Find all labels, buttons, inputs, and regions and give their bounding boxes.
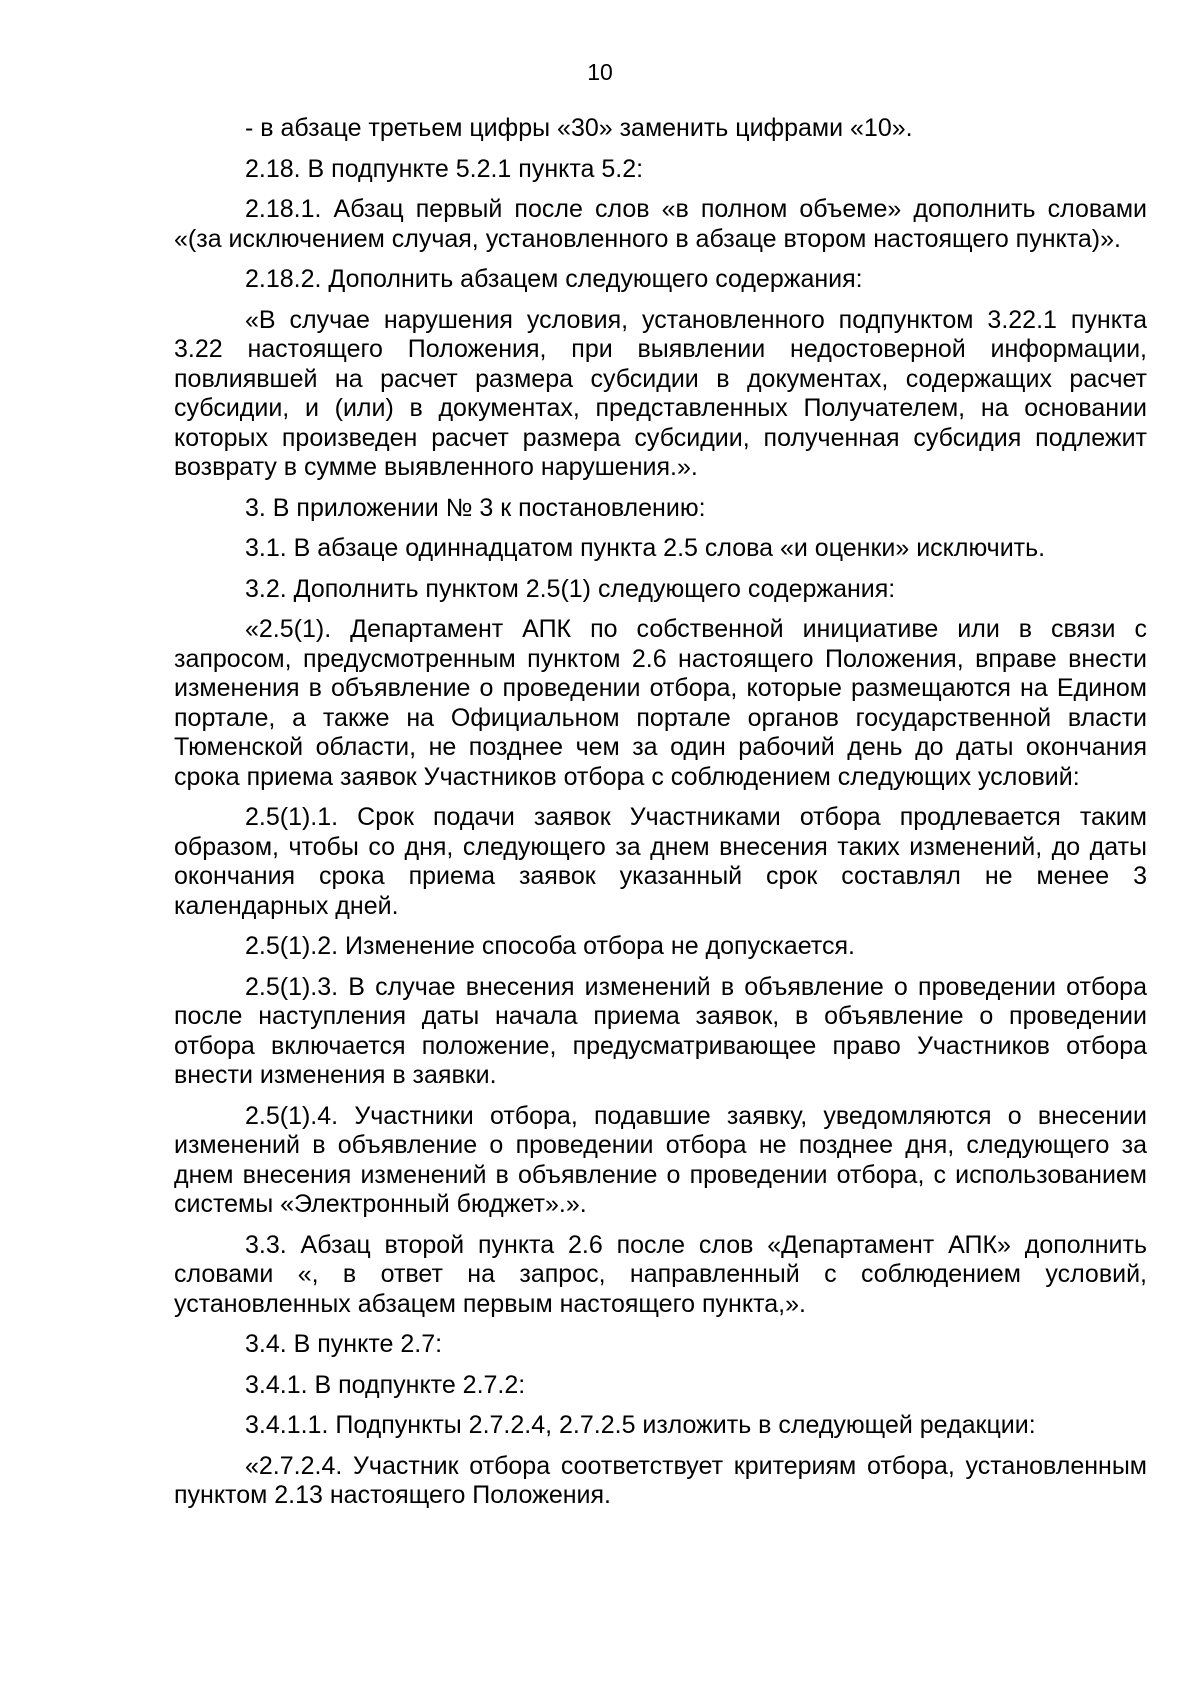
paragraph: 2.5(1).2. Изменение способа отбора не допускается. — [245, 932, 855, 960]
paragraph: 2.18. В подпункте 5.2.1 пункта 5.2: — [245, 154, 644, 183]
paragraph: 3.2. Дополнить пунктом 2.5(1) следующего содержания: — [245, 574, 896, 603]
paragraph: «В случае нарушения условия, установленного подпунктом 3.22.1 пункта 3.22 настоящего Положения, при выявлении недостоверной информации, повлиявшей на расчет размера субсидии в документах, содержащих расчет субсидии, и (или) в документах, представленных Получателем, на основании которых произведен расчет размера субсидии, полученная субсидия подлежит возврату в сумме выявленного нарушения.». — [174, 305, 1147, 481]
paragraph: - в абзаце третьем цифры «30» заменить цифрами «10». — [245, 114, 913, 142]
paragraph: «2.7.2.4. Участник отбора соответствует критериям отбора, установленным пунктом 2.13 настоящего Положения. — [174, 1451, 1147, 1509]
paragraph: 3.1. В абзаце одиннадцатом пункта 2.5 слова «и оценки» исключить. — [245, 534, 1046, 562]
paragraph: 2.5(1).1. Срок подачи заявок Участниками отбора продлевается таким образом, чтобы со дня, следующего за днем внесения таких изменений, до даты окончания срока приема заявок указанный срок составлял не менее 3 календарных дней. — [174, 803, 1147, 920]
paragraph: 3.4. В пункте 2.7: — [245, 1330, 443, 1358]
paragraph: 3. В приложении № 3 к постановлению: — [245, 493, 706, 522]
document-body — [174, 114, 1147, 1522]
paragraph: 2.5(1).3. В случае внесения изменений в объявление о проведении отбора после наступления даты начала приема заявок, в объявление о проведении отбора включается положение, предусматривающее право Участников отбора внести изменения в заявки. — [174, 972, 1147, 1089]
paragraph: 2.5(1).4. Участники отбора, подавшие заявку, уведомляются о внесении изменений в объявление о проведении отбора не позднее дня, следующего за днем внесения изменений в объявление о проведении отбора, с использованием системы «Электронный бюджет».». — [174, 1101, 1147, 1218]
paragraph: 3.4.1.1. Подпункты 2.7.2.4, 2.7.2.5 изложить в следующей редакции: — [245, 1411, 1036, 1439]
paragraph: 2.18.2. Дополнить абзацем следующего содержания: — [245, 265, 863, 293]
page-number: 10 — [587, 59, 613, 85]
paragraph: 3.3. Абзац второй пункта 2.6 после слов «Департамент АПК» дополнить словами «, в ответ на запрос, направленный с соблюдением условий, установленных абзацем первым настоящего пункта,». — [174, 1230, 1147, 1318]
paragraph: 2.18.1. Абзац первый после слов «в полном объеме» дополнить словами «(за исключением случая, установленного в абзаце втором настоящего пункта)». — [174, 195, 1147, 253]
paragraph: «2.5(1). Департамент АПК по собственной инициативе или в связи с запросом, предусмотренным пунктом 2.6 настоящего Положения, вправе внести изменения в объявление о проведении отбора, которые размещаются на Едином портале, а также на Официальном портале органов государственной власти Тюменской области, не позднее чем за один рабочий день до даты окончания срока приема заявок Участников отбора с соблюдением следующих условий: — [174, 615, 1147, 791]
paragraph: 3.4.1. В подпункте 2.7.2: — [245, 1370, 526, 1399]
